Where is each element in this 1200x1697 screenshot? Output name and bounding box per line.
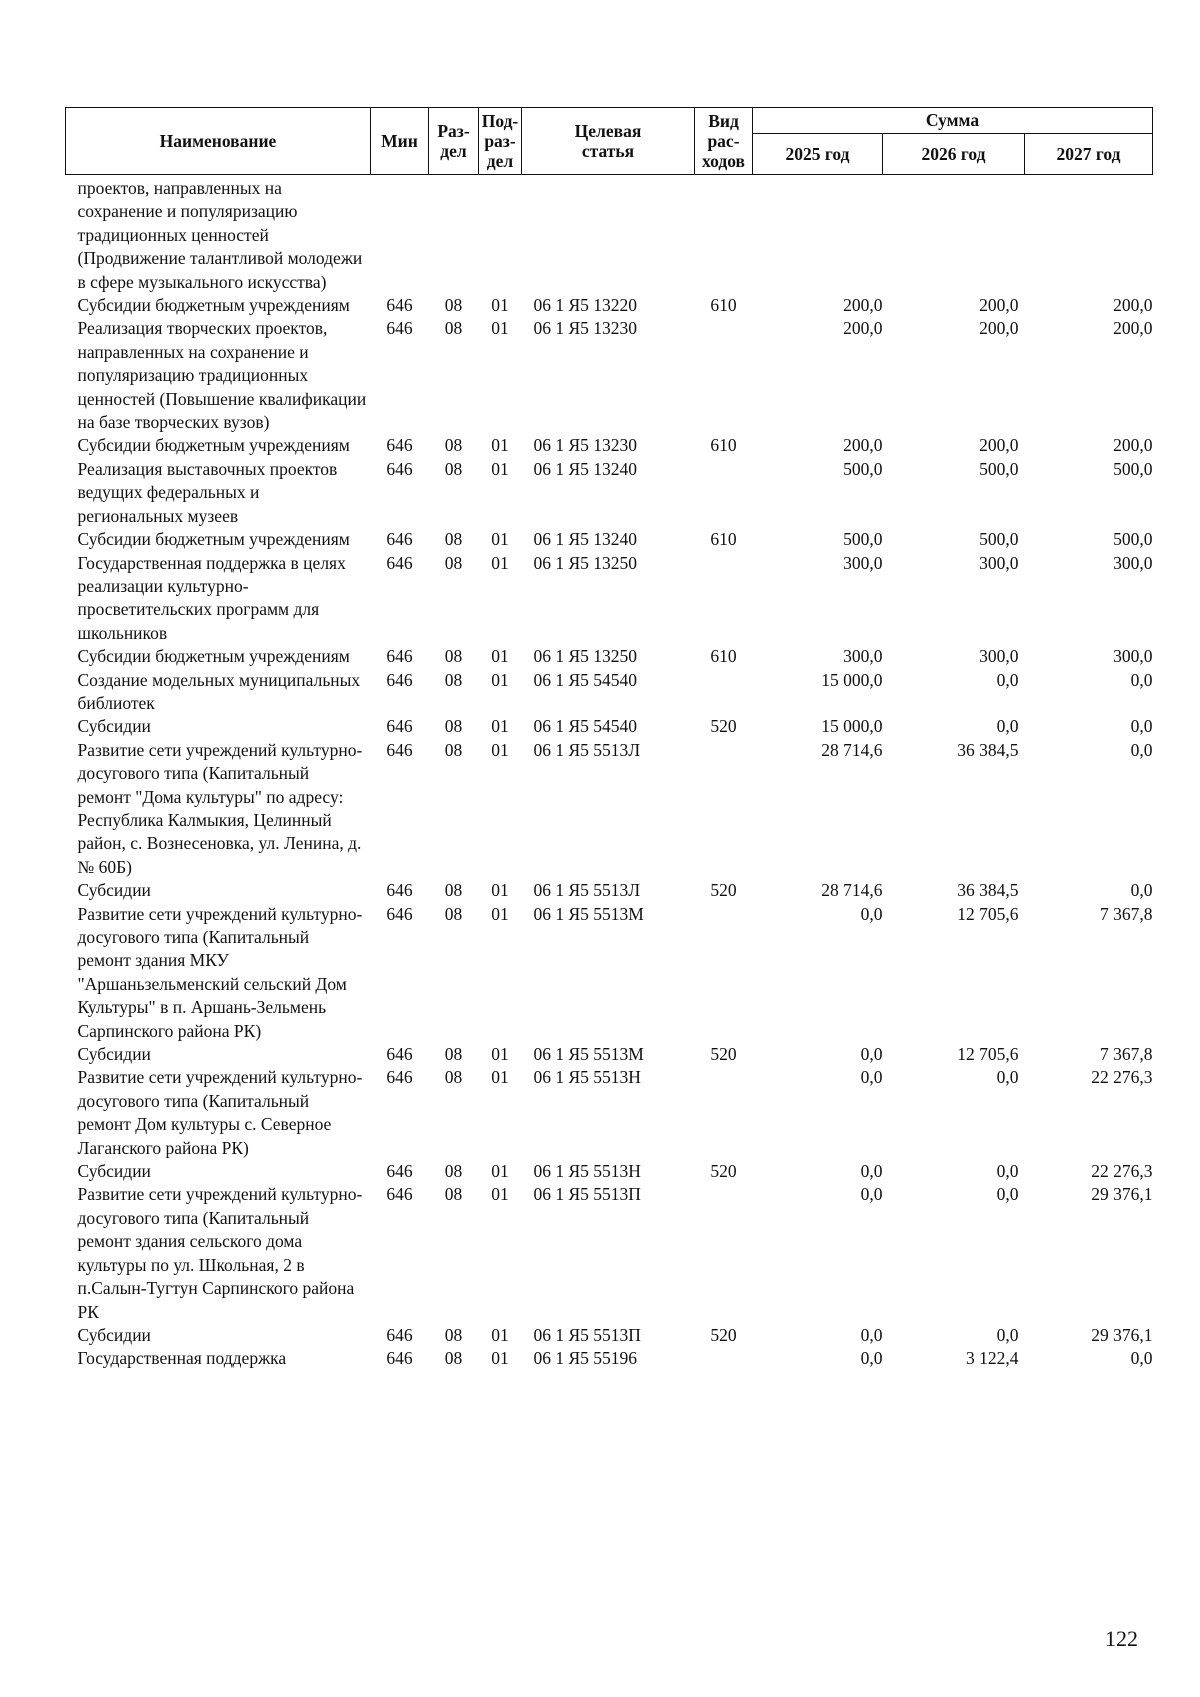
row-vid: 520 xyxy=(710,880,737,901)
row-podrazdel: 01 xyxy=(491,903,509,924)
row-2027: 300,0 xyxy=(1113,646,1153,667)
row-vid xyxy=(695,175,753,295)
row-razdel: 08 xyxy=(444,1161,463,1182)
row-2026: 300,0 xyxy=(979,646,1019,667)
header-vid-line: рас- xyxy=(707,131,740,151)
row-razdel xyxy=(429,175,479,295)
row-podrazdel: 01 xyxy=(491,458,509,479)
row-razdel: 08 xyxy=(444,529,463,550)
row-vid xyxy=(695,317,753,434)
header-celevaya-line: статья xyxy=(581,141,635,161)
row-vid: 610 xyxy=(710,295,737,316)
row-2026: 500,0 xyxy=(979,458,1019,479)
row-2027: 22 276,3 xyxy=(1091,1161,1153,1182)
row-celevaya: 06 1 Я5 13230 xyxy=(533,435,638,456)
row-celevaya: 06 1 Я5 5513Н xyxy=(533,1067,641,1088)
row-razdel: 08 xyxy=(444,880,463,901)
row-min: 646 xyxy=(386,1348,413,1369)
row-name: проектов, направленных на сохранение и популяризацию традиционных ценностей (Продвижение талантливой молодежи в сфере музыкального искусства) xyxy=(77,178,363,292)
row-razdel: 08 xyxy=(444,646,463,667)
row-vid xyxy=(695,458,753,528)
row-2026: 12 705,6 xyxy=(957,1044,1019,1065)
row-celevaya: 06 1 Я5 5513М xyxy=(533,903,644,924)
row-min: 646 xyxy=(386,716,413,737)
row-name: Развитие сети учреждений культурно-досугового типа (Капитальный ремонт Дом культуры с. Северное Лаганского района РК) xyxy=(77,1067,363,1158)
row-vid: 520 xyxy=(710,1324,737,1345)
row-2026 xyxy=(883,175,1025,295)
row-min: 646 xyxy=(386,295,413,316)
row-2025: 0,0 xyxy=(860,1348,883,1369)
row-celevaya: 06 1 Я5 54540 xyxy=(533,716,638,737)
row-2027: 0,0 xyxy=(1130,739,1153,760)
row-min: 646 xyxy=(386,1324,413,1345)
table-row xyxy=(66,903,1153,1043)
row-razdel: 08 xyxy=(444,669,463,690)
row-vid: 520 xyxy=(710,1044,737,1065)
row-2027: 22 276,3 xyxy=(1091,1067,1153,1088)
header-podrazdel-line: дел xyxy=(486,151,514,171)
header-razdel xyxy=(429,108,479,175)
row-vid xyxy=(695,1347,753,1370)
header-vid-line: ходов xyxy=(702,151,745,171)
row-vid xyxy=(695,739,753,879)
table-row xyxy=(66,552,1153,646)
row-2026: 0,0 xyxy=(996,716,1019,737)
row-min: 646 xyxy=(386,458,413,479)
row-2027: 200,0 xyxy=(1113,435,1153,456)
budget-table xyxy=(65,107,1153,1371)
row-min: 646 xyxy=(386,1184,413,1205)
row-min: 646 xyxy=(386,529,413,550)
table-row xyxy=(66,317,1153,434)
row-2026: 200,0 xyxy=(979,295,1019,316)
row-vid: 610 xyxy=(710,529,737,550)
row-2027: 500,0 xyxy=(1113,458,1153,479)
row-celevaya: 06 1 Я5 5513Л xyxy=(533,880,641,901)
table-row xyxy=(66,1160,1153,1183)
row-name: Государственная поддержка в целях реализации культурно-просветительских программ для школьников xyxy=(77,552,346,643)
row-min: 646 xyxy=(386,552,413,573)
row-podrazdel: 01 xyxy=(491,529,509,550)
row-podrazdel: 01 xyxy=(491,552,509,573)
row-name: Субсидии xyxy=(77,1324,151,1345)
row-name: Субсидии бюджетным учреждениям xyxy=(77,435,350,456)
row-razdel: 08 xyxy=(444,318,463,339)
row-razdel: 08 xyxy=(444,739,463,760)
row-podrazdel: 01 xyxy=(491,739,509,760)
table-row xyxy=(66,1347,1153,1370)
table-row xyxy=(66,669,1153,716)
row-2025: 200,0 xyxy=(843,295,883,316)
row-celevaya xyxy=(522,175,695,295)
row-celevaya: 06 1 Я5 13250 xyxy=(533,552,638,573)
row-2026: 0,0 xyxy=(996,1161,1019,1182)
row-razdel: 08 xyxy=(444,716,463,737)
row-min: 646 xyxy=(386,1161,413,1182)
row-razdel: 08 xyxy=(444,1184,463,1205)
row-min: 646 xyxy=(386,880,413,901)
row-2025: 0,0 xyxy=(860,903,883,924)
row-razdel: 08 xyxy=(444,552,463,573)
header-celevaya-line: Целевая xyxy=(574,121,642,141)
row-2026: 500,0 xyxy=(979,529,1019,550)
row-2025: 200,0 xyxy=(843,435,883,456)
row-vid xyxy=(695,669,753,716)
table-row xyxy=(66,1324,1153,1347)
row-name: Субсидии бюджетным учреждениям xyxy=(77,529,350,550)
table-row xyxy=(66,294,1153,317)
row-celevaya: 06 1 Я5 5513П xyxy=(533,1184,641,1205)
row-name: Субсидии бюджетным учреждениям xyxy=(77,646,350,667)
row-2025: 200,0 xyxy=(843,318,883,339)
row-name: Реализация выставочных проектов ведущих федеральных и региональных музеев xyxy=(77,458,338,526)
row-min: 646 xyxy=(386,739,413,760)
row-min: 646 xyxy=(386,318,413,339)
row-min: 646 xyxy=(386,903,413,924)
row-2025: 0,0 xyxy=(860,1044,883,1065)
row-name: Развитие сети учреждений культурно-досугового типа (Капитальный ремонт здания сельского дома культуры по ул. Школьная, 2 в п.Салын-Тугтун Сарпинского района РК xyxy=(77,1184,363,1322)
row-vid: 610 xyxy=(710,646,737,667)
row-podrazdel: 01 xyxy=(491,1044,509,1065)
row-podrazdel: 01 xyxy=(491,669,509,690)
row-2026: 0,0 xyxy=(996,1324,1019,1345)
page-number: 122 xyxy=(1105,1626,1138,1651)
header-razdel-line: Раз- xyxy=(437,121,470,141)
row-name: Субсидии xyxy=(77,1161,151,1182)
row-2026: 36 384,5 xyxy=(957,739,1019,760)
header-podrazdel-line: Под- xyxy=(481,111,519,131)
table-row xyxy=(66,645,1153,668)
row-podrazdel: 01 xyxy=(491,1324,509,1345)
row-2025: 500,0 xyxy=(843,529,883,550)
row-min: 646 xyxy=(386,435,413,456)
table-row xyxy=(66,879,1153,902)
row-celevaya: 06 1 Я5 55196 xyxy=(533,1348,638,1369)
table-row xyxy=(66,739,1153,879)
row-2025: 15 000,0 xyxy=(821,669,883,690)
header-year-2027: 2027 год xyxy=(1025,134,1153,175)
row-name: Субсидии xyxy=(77,880,151,901)
row-name: Государственная поддержка xyxy=(77,1348,287,1369)
row-2026: 200,0 xyxy=(979,318,1019,339)
row-name: Субсидии бюджетным учреждениям xyxy=(77,295,350,316)
row-celevaya: 06 1 Я5 5513Н xyxy=(533,1161,641,1182)
header-year-2025: 2025 год xyxy=(753,134,883,175)
row-razdel: 08 xyxy=(444,435,463,456)
row-name: Развитие сети учреждений культурно-досугового типа (Капитальный ремонт здания МКУ "Аршаньзельменский сельский Дом Культуры" в п. Аршань-Зельмень Сарпинского района РК) xyxy=(77,903,363,1041)
header-vid-line: Вид xyxy=(708,111,739,131)
row-2025: 300,0 xyxy=(843,646,883,667)
row-2025: 28 714,6 xyxy=(821,880,883,901)
row-celevaya: 06 1 Я5 5513П xyxy=(533,1324,641,1345)
row-celevaya: 06 1 Я5 13230 xyxy=(533,318,638,339)
header-name: Наименование xyxy=(66,108,371,175)
row-razdel: 08 xyxy=(444,1324,463,1345)
row-celevaya: 06 1 Я5 13240 xyxy=(533,529,638,550)
row-podrazdel: 01 xyxy=(491,646,509,667)
row-vid: 610 xyxy=(710,435,737,456)
table-row xyxy=(66,434,1153,457)
row-podrazdel: 01 xyxy=(491,1184,509,1205)
row-razdel: 08 xyxy=(444,1044,463,1065)
row-2027: 7 367,8 xyxy=(1100,903,1153,924)
row-min xyxy=(371,175,429,295)
row-2027: 200,0 xyxy=(1113,295,1153,316)
row-2027: 0,0 xyxy=(1130,669,1153,690)
row-2026: 0,0 xyxy=(996,1067,1019,1088)
header-celevaya xyxy=(522,108,695,175)
row-2025: 500,0 xyxy=(843,458,883,479)
row-podrazdel xyxy=(479,175,522,295)
row-2025: 28 714,6 xyxy=(821,739,883,760)
row-2027: 29 376,1 xyxy=(1091,1184,1153,1205)
row-min: 646 xyxy=(386,1067,413,1088)
row-2026: 0,0 xyxy=(996,1184,1019,1205)
row-vid: 520 xyxy=(710,716,737,737)
row-min: 646 xyxy=(386,669,413,690)
row-razdel: 08 xyxy=(444,458,463,479)
row-podrazdel: 01 xyxy=(491,1067,509,1088)
row-celevaya: 06 1 Я5 13250 xyxy=(533,646,638,667)
row-2025: 15 000,0 xyxy=(821,716,883,737)
row-razdel: 08 xyxy=(444,295,463,316)
row-2026: 0,0 xyxy=(996,669,1019,690)
table-row xyxy=(66,715,1153,738)
row-2025: 0,0 xyxy=(860,1161,883,1182)
row-2027: 0,0 xyxy=(1130,716,1153,737)
row-vid xyxy=(695,1066,753,1160)
header-min: Мин xyxy=(371,108,429,175)
row-2027: 300,0 xyxy=(1113,552,1153,573)
row-2026: 12 705,6 xyxy=(957,903,1019,924)
header-year-2026: 2026 год xyxy=(883,134,1025,175)
table-body xyxy=(66,175,1153,1371)
row-celevaya: 06 1 Я5 5513Л xyxy=(533,739,641,760)
row-2027: 200,0 xyxy=(1113,318,1153,339)
row-celevaya: 06 1 Я5 5513М xyxy=(533,1044,644,1065)
row-vid xyxy=(695,903,753,1043)
row-podrazdel: 01 xyxy=(491,1161,509,1182)
row-2027: 500,0 xyxy=(1113,529,1153,550)
row-name: Создание модельных муниципальных библиотек xyxy=(77,669,361,713)
row-name: Субсидии xyxy=(77,1044,151,1065)
row-2025: 0,0 xyxy=(860,1184,883,1205)
row-celevaya: 06 1 Я5 54540 xyxy=(533,669,638,690)
row-2025 xyxy=(753,175,883,295)
row-podrazdel: 01 xyxy=(491,716,509,737)
row-2027: 0,0 xyxy=(1130,1348,1153,1369)
table-row xyxy=(66,1066,1153,1160)
row-min: 646 xyxy=(386,1044,413,1065)
row-2025: 0,0 xyxy=(860,1324,883,1345)
header-podrazdel xyxy=(479,108,522,175)
row-2027 xyxy=(1025,175,1153,295)
row-name: Развитие сети учреждений культурно-досугового типа (Капитальный ремонт "Дома культуры" по адресу: Республика Калмыкия, Целинный район, с. Вознесеновка, ул. Ленина, д. № 60Б) xyxy=(77,739,363,877)
row-vid: 520 xyxy=(710,1161,737,1182)
row-2026: 300,0 xyxy=(979,552,1019,573)
header-podrazdel-line: раз- xyxy=(484,131,516,151)
row-podrazdel: 01 xyxy=(491,318,509,339)
row-name: Реализация творческих проектов, направленных на сохранение и популяризацию традиционных ценностей (Повышение квалификации на базе творческих вузов) xyxy=(77,318,367,433)
row-2026: 3 122,4 xyxy=(966,1348,1019,1369)
row-min: 646 xyxy=(386,646,413,667)
row-podrazdel: 01 xyxy=(491,880,509,901)
row-celevaya: 06 1 Я5 13220 xyxy=(533,295,638,316)
row-podrazdel: 01 xyxy=(491,295,509,316)
row-2027: 7 367,8 xyxy=(1100,1044,1153,1065)
row-podrazdel: 01 xyxy=(491,1348,509,1369)
row-podrazdel: 01 xyxy=(491,435,509,456)
table-row xyxy=(66,175,1153,295)
row-2027: 29 376,1 xyxy=(1091,1324,1153,1345)
row-2025: 0,0 xyxy=(860,1067,883,1088)
row-razdel: 08 xyxy=(444,1348,463,1369)
table-row xyxy=(66,528,1153,551)
row-2026: 200,0 xyxy=(979,435,1019,456)
table-row xyxy=(66,1043,1153,1066)
row-razdel: 08 xyxy=(444,1067,463,1088)
row-razdel: 08 xyxy=(444,903,463,924)
row-vid xyxy=(695,1183,753,1323)
row-2025: 300,0 xyxy=(843,552,883,573)
table-row xyxy=(66,1183,1153,1323)
header-summa: Сумма xyxy=(753,108,1153,134)
table-row xyxy=(66,458,1153,528)
header-razdel-line: дел xyxy=(440,141,467,161)
table-header xyxy=(66,108,1153,175)
row-vid xyxy=(695,552,753,646)
row-name: Субсидии xyxy=(77,716,151,737)
row-2027: 0,0 xyxy=(1130,880,1153,901)
header-vid xyxy=(695,108,753,175)
row-celevaya: 06 1 Я5 13240 xyxy=(533,458,638,479)
row-2026: 36 384,5 xyxy=(957,880,1019,901)
